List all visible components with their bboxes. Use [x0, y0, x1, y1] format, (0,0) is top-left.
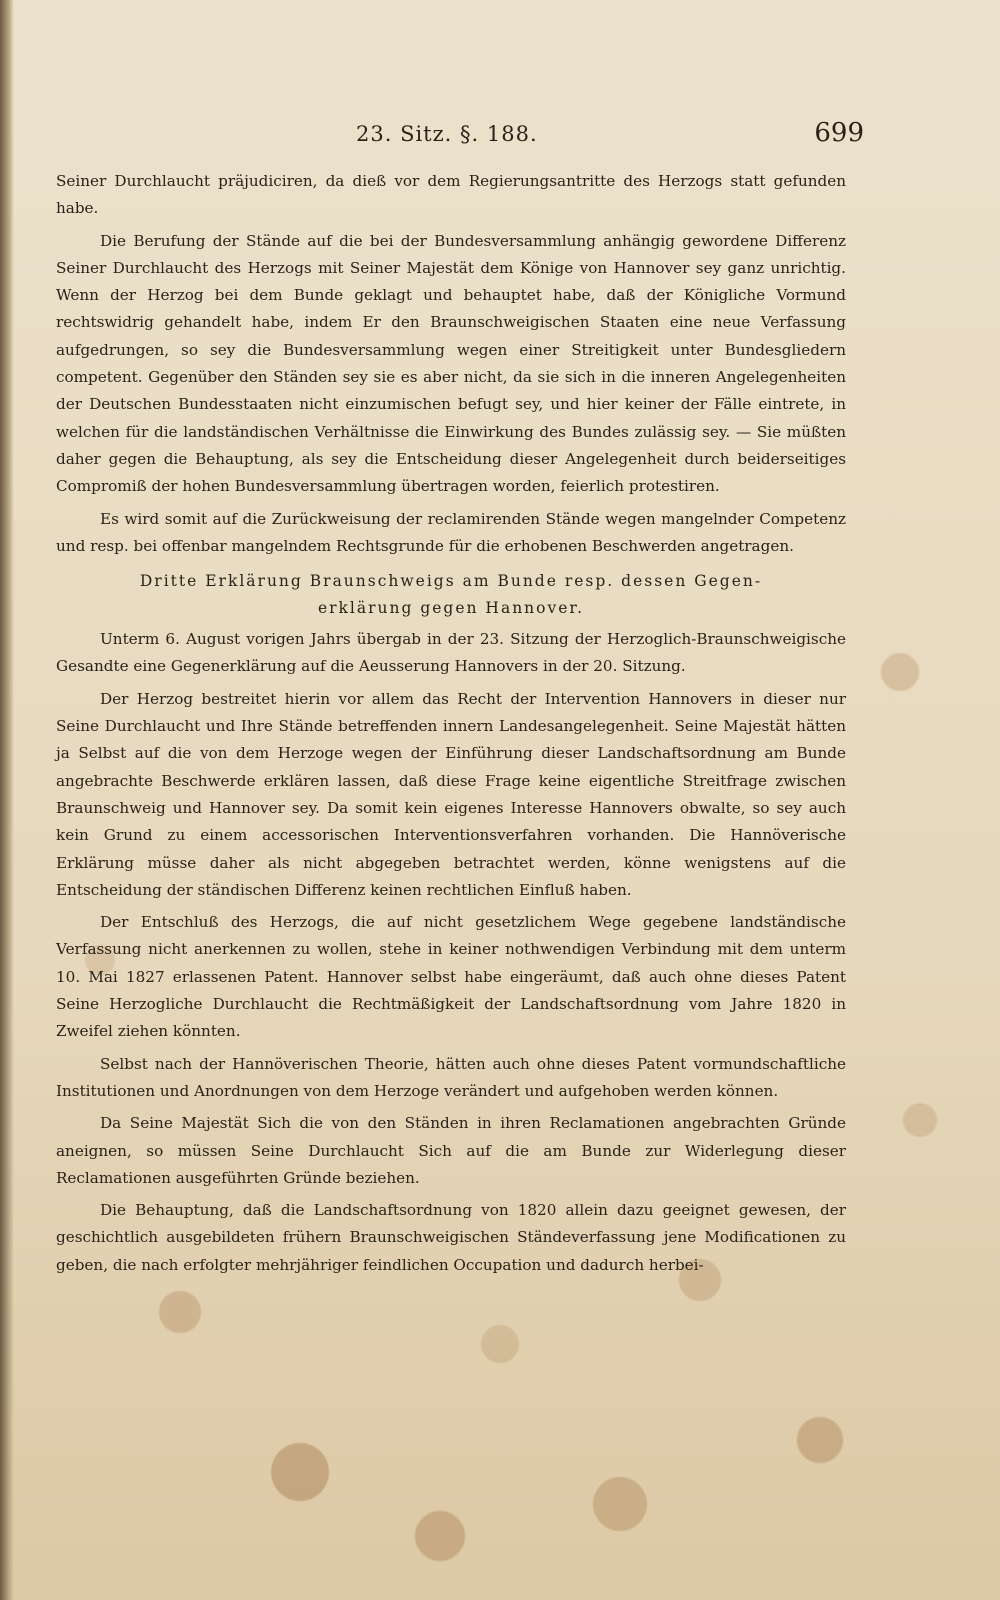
section-heading-line1: Dritte Erklärung Braunschweigs am Bunde resp. dessen Gegen-	[139, 572, 763, 591]
paragraph: Es wird somit auf die Zurückweisung der reclamirenden Stände wegen mangelnder Competenz und resp. bei offenbar mangelndem Rechtsgrunde für die erhobenen Beschwerden angetragen.	[56, 509, 846, 555]
page-body	[56, 168, 846, 1284]
section-heading	[56, 568, 846, 622]
page-header	[56, 118, 864, 158]
running-head: 23. Sitz. §. 188.	[356, 122, 538, 146]
paragraph: Der Herzog bestreitet hierin vor allem das Recht der Intervention Hannovers in dieser nur Seine Durchlaucht und Ihre Stände betreffenden innern Landesangelegenheit. Seine Majestät hätten ja Selbst auf die von dem Herzoge wegen der Einführung dieser Landschaftsordnung am Bunde angebrachte Beschwerde erklären lassen, daß diese Frage keine eigentliche Streitfrage zwischen Braunschweig und Hannover sey. Da somit kein eigenes Interesse Hannovers obwalte, so sey auch kein Grund zu einem accessorischen Interventionsverfahren vorhanden. Die Hannöverische Erklärung müsse daher als nicht abgegeben betrachtet werden, könne wenigstens auf die Entscheidung der ständischen Differenz keinen rechtlichen Einfluß haben.	[56, 689, 846, 899]
paragraph: Die Behauptung, daß die Landschaftsordnung von 1820 allein dazu geeignet gewesen, der geschichtlich ausgebildeten frühern Braunschweigischen Ständeverfassung jene Modificationen zu geben, die nach erfolgter mehrjähriger feindlichen Occupation und dadurch herbei-	[56, 1201, 846, 1274]
paragraph: Da Seine Majestät Sich die von den Ständen in ihren Reclamationen angebrachten Gründe aneignen, so müssen Seine Durchlaucht Sich auf die am Bunde zur Widerlegung dieser Reclamationen ausgeführten Gründe beziehen.	[56, 1114, 846, 1187]
paragraph: Die Berufung der Stände auf die bei der Bundesversammlung anhängig gewordene Differenz Seiner Durchlaucht des Herzogs mit Seiner Majestät dem Könige von Hannover sey ganz unrichtig. Wenn der Herzog bei dem Bunde geklagt und behauptet habe, daß der Königliche Vormund rechtswidrig gehandelt habe, indem Er den Braunschweigischen Staaten eine neue Verfassung aufgedrungen, so sey die Bundesversammlung wegen einer Streitigkeit unter Bundesgliedern competent. Gegenüber den Ständen sey sie es aber nicht, da sie sich in die inneren Angelegenheiten der Deutschen Bundesstaaten nicht einzumischen befugt sey, und hier keiner der Fälle eintrete, in welchen für die landständischen Verhältnisse die Einwirkung des Bundes zulässig sey. — Sie müßten daher gegen die Behauptung, als sey die Entscheidung dieser Angelegenheit durch beiderseitiges Compromiß der hohen Bundesversammlung übertragen worden, feierlich protestiren.	[56, 231, 846, 496]
section-heading-line2: erklärung gegen Hannover.	[317, 599, 585, 618]
paragraph-continuation: Seiner Durchlaucht präjudiciren, da dieß vor dem Regierungsantritte des Herzogs statt gefunden habe.	[56, 172, 846, 218]
paragraph: Unterm 6. August vorigen Jahrs übergab in der 23. Sitzung der Herzoglich-Braunschweigische Gesandte eine Gegenerklärung auf die Aeusserung Hannovers in der 20. Sitzung.	[56, 630, 846, 676]
page-number: 699	[814, 118, 864, 148]
paragraph: Selbst nach der Hannöverischen Theorie, hätten auch ohne dieses Patent vormundschaftliche Institutionen und Anordnungen von dem Herzoge verändert und aufgehoben werden können.	[56, 1054, 846, 1100]
paragraph: Der Entschluß des Herzogs, die auf nicht gesetzlichem Wege gegebene landständische Verfassung nicht anerkennen zu wollen, stehe in keiner nothwendigen Verbindung mit dem unterm 10. Mai 1827 erlassenen Patent. Hannover selbst habe eingeräumt, daß auch ohne dieses Patent Seine Herzogliche Durchlaucht die Rechtmäßigkeit der Landschaftsordnung vom Jahre 1820 in Zweifel ziehen könnten.	[56, 913, 846, 1041]
